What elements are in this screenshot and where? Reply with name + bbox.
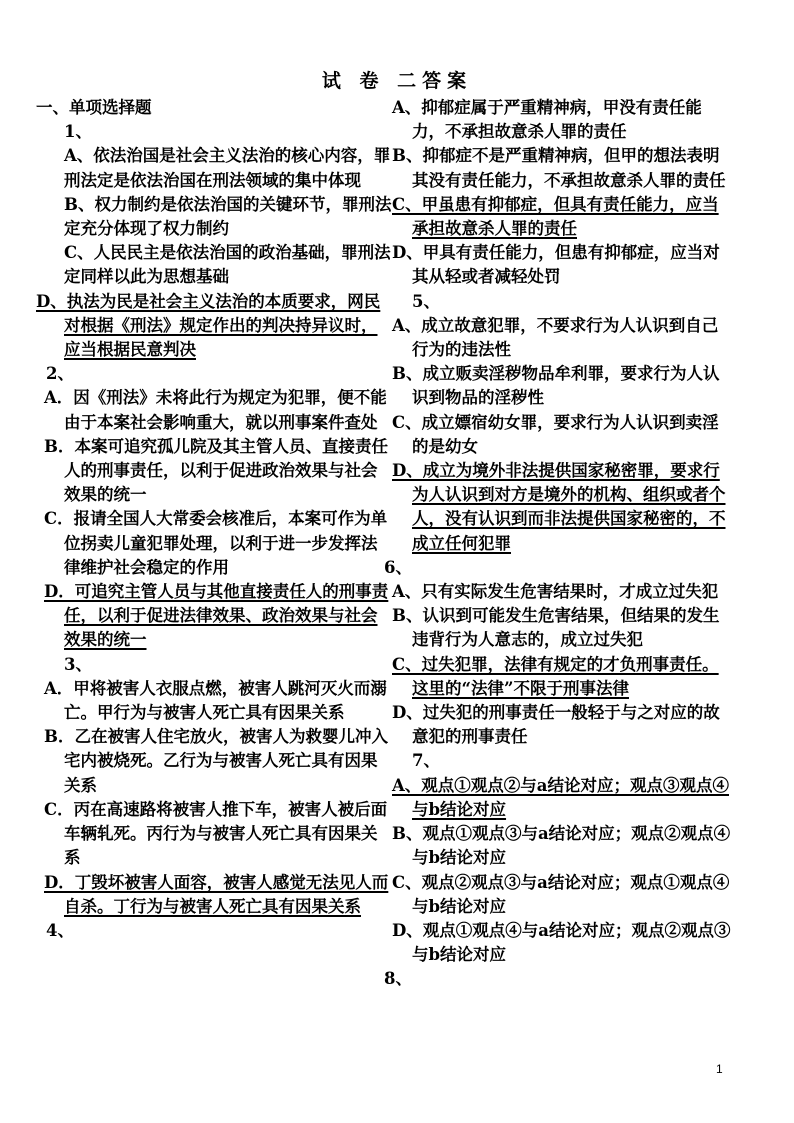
option-b: B、抑郁症不是严重精神病，但甲的想法表明其没有责任能力，不承担故意杀人罪的责任	[392, 146, 726, 190]
question-number: 5、	[412, 291, 440, 311]
option-c: C、观点②观点③与a结论对应；观点①观点④与b结论对应	[392, 872, 730, 916]
section-heading: 一、单项选择题	[36, 98, 152, 117]
option-a-answer: A、观点①观点②与a结论对应；观点③观点④与b结论对应	[392, 775, 729, 819]
option-d-answer: D．丁毁坏被害人面容，被害人感觉无法见人而自杀。丁行为与被害人死亡具有因果关系	[44, 872, 389, 916]
option-d: D、甲具有责任能力，但患有抑郁症，应当对其从轻或者减轻处罚	[392, 243, 720, 287]
question-number: 4、	[46, 920, 74, 940]
question-number: 1、	[64, 122, 92, 142]
option-c: C、人民民主是依法治国的政治基础，罪刑法定同样以此为思想基础	[64, 243, 391, 287]
page-number: 1	[716, 1062, 723, 1076]
option-b: B、成立贩卖淫秽物品牟利罪，要求行为人认识到物品的淫秽性	[392, 364, 720, 408]
question-number: 6、	[384, 557, 412, 577]
option-d: D、过失犯的刑事责任一般轻于与之对应的故意犯的刑事责任	[392, 703, 720, 747]
option-b: B、观点①观点③与a结论对应；观点②观点④与b结论对应	[392, 824, 731, 868]
option-b: B．本案可追究孤儿院及其主管人员、直接责任人的刑事责任，以利于促进政治效果与社会效果的统一	[44, 436, 388, 505]
right-column	[384, 96, 734, 992]
question-number: 2、	[46, 364, 74, 384]
option-b: B．乙在被害人住宅放火，被害人为救婴儿冲入宅内被烧死。乙行为与被害人死亡具有因果关系	[44, 727, 388, 795]
question-number: 7、	[412, 751, 440, 771]
option-c: C、成立嫖宿幼女罪，要求行为人认识到卖淫的是幼女	[392, 412, 719, 456]
question-number: 3、	[64, 654, 92, 674]
option-c: C．报请全国人大常委会核准后，本案可作为单位拐卖儿童犯罪处理，以利于进一步发挥法律维护社会稳定的作用	[44, 509, 388, 577]
option-a: A．甲将被害人衣服点燃，被害人跳河灭火而溺亡。甲行为与被害人死亡具有因果关系	[44, 678, 387, 723]
option-b: B、权力制约是依法治国的关键环节，罪刑法定充分体现了权力制约	[64, 194, 392, 239]
option-a: A、抑郁症属于严重精神病，甲没有责任能力，不承担故意杀人罪的责任	[392, 98, 702, 142]
option-a: A、成立故意犯罪，不要求行为人认识到自己行为的违法性	[392, 315, 719, 360]
option-d: D、观点①观点④与a结论对应；观点②观点③与b结论对应	[392, 920, 731, 965]
question-number: 8、	[384, 969, 412, 989]
option-c-answer: C、甲虽患有抑郁症，但具有责任能力，应当承担故意杀人罪的责任	[392, 194, 719, 239]
option-c-answer: C、过失犯罪，法律有规定的才负刑事责任。这里的“法律”不限于刑事法律	[392, 654, 719, 698]
option-d-answer: D、执法为民是社会主义法治的本质要求，网民对根据《刑法》规定作出的判决持异议时，应当根据民意判决	[36, 291, 381, 360]
option-b: B、认识到可能发生危害结果，但结果的发生违背行为人意志的，成立过失犯	[392, 606, 720, 650]
option-a: A、只有实际发生危害结果时，才成立过失犯	[392, 582, 719, 602]
page-title: 试 卷 二答案	[321, 70, 473, 92]
option-a: A．因《刑法》未将此行为规定为犯罪，便不能由于本案社会影响重大，就以刑事案件查处	[44, 388, 387, 432]
option-a: A、依法治国是社会主义法治的核心内容，罪刑法定是依法治国在刑法领域的集中体现	[64, 146, 391, 190]
option-c: C．丙在高速路将被害人推下车，被害人被后面车辆轧死。丙行为与被害人死亡具有因果关系	[44, 799, 388, 868]
option-d-answer: D、成立为境外非法提供国家秘密罪，要求行为人认识到对方是境外的机构、组织或者个人，没有认识到而非法提供国家秘密的，不成立任何犯罪	[392, 461, 726, 553]
left-column	[36, 96, 392, 943]
option-d-answer: D．可追究主管人员与其他直接责任人的刑事责任，以利于促进法律效果、政治效果与社会效果的统一	[44, 582, 389, 650]
